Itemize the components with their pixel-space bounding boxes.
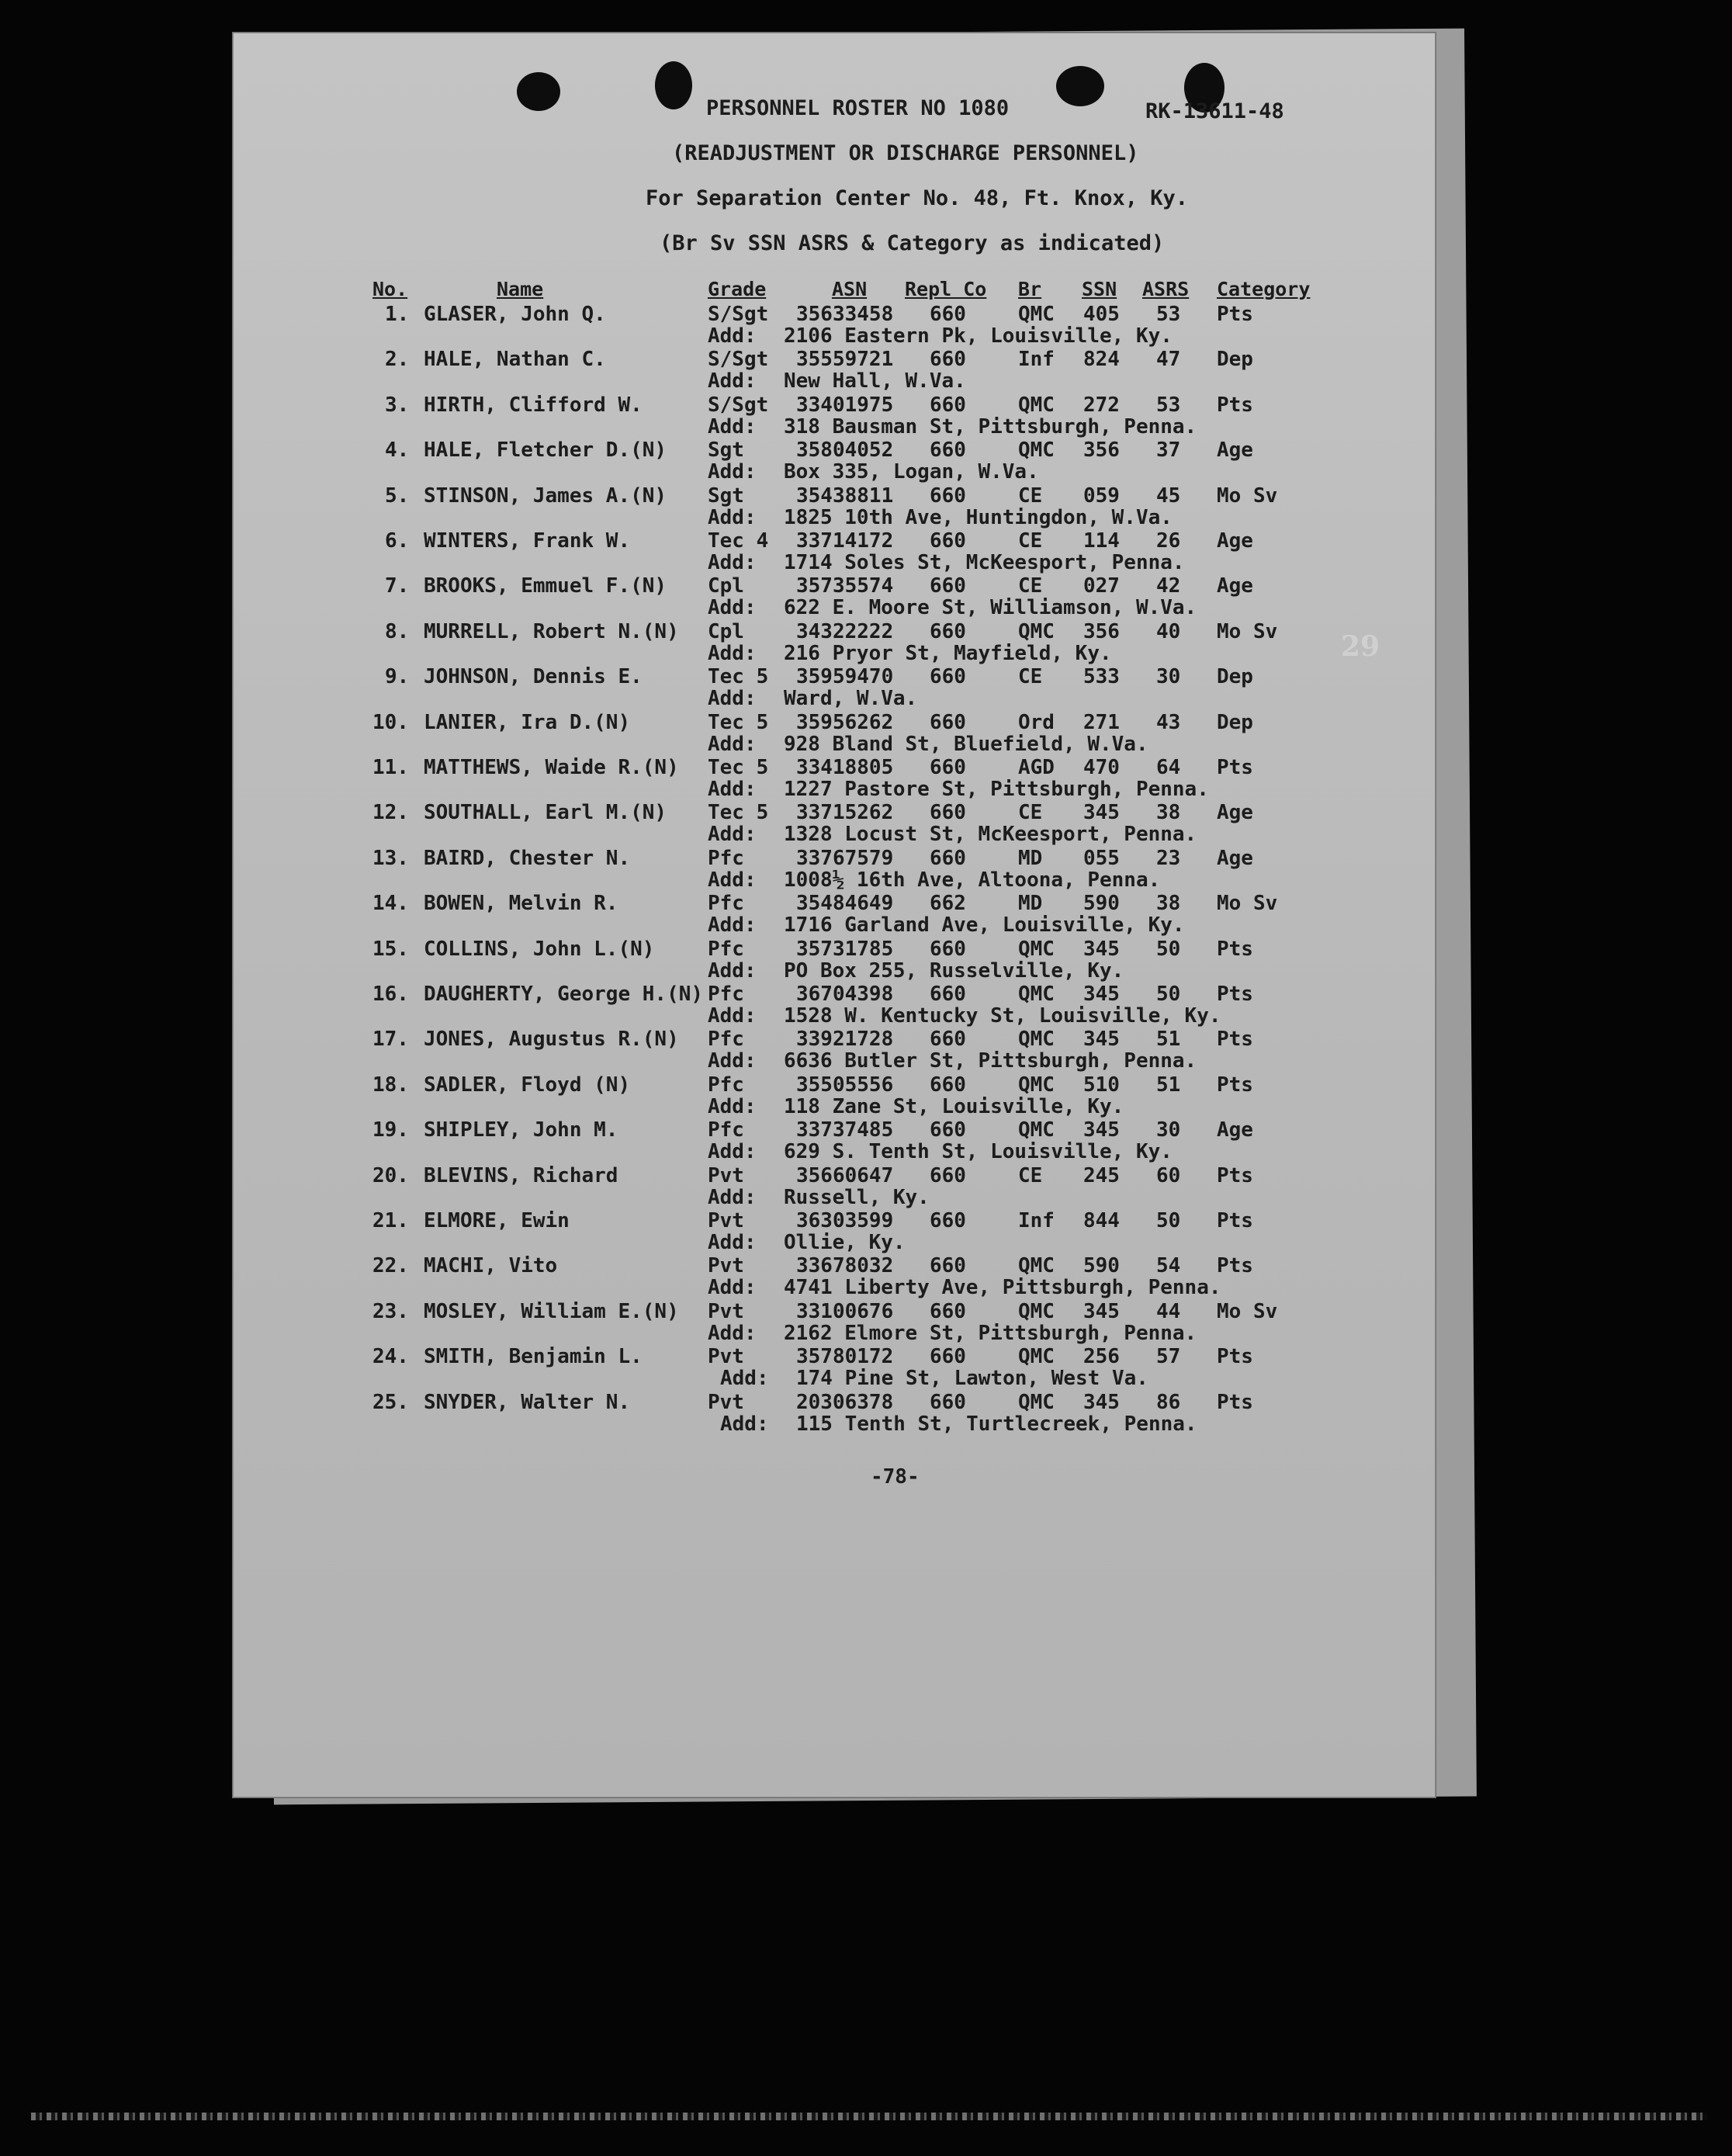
entry-ssn: 345 bbox=[1083, 801, 1120, 824]
address-label: Add: bbox=[708, 324, 757, 348]
entry-ssn: 590 bbox=[1083, 892, 1120, 915]
entry-name: BLEVINS, Richard bbox=[424, 1164, 618, 1187]
address-label: Add: bbox=[708, 778, 757, 801]
entry-repl-co: 660 bbox=[930, 847, 966, 870]
entry-address: 1714 Soles St, McKeesport, Penna. bbox=[784, 551, 1185, 574]
address-label: Add: bbox=[708, 1231, 757, 1254]
entry-address: 318 Bausman St, Pittsburgh, Penna. bbox=[784, 415, 1197, 438]
col-ssn: SSN bbox=[1082, 278, 1117, 300]
address-label: Add: bbox=[708, 1276, 757, 1299]
entry-category: Age bbox=[1217, 438, 1253, 462]
entry-branch: QMC bbox=[1018, 303, 1055, 326]
entry-ssn: 345 bbox=[1083, 938, 1120, 961]
entry-number: 5. bbox=[385, 484, 410, 508]
entry-branch: QMC bbox=[1018, 938, 1055, 961]
entry-asn: 35959470 bbox=[796, 665, 894, 688]
entry-asrs: 23 bbox=[1156, 847, 1181, 870]
entry-asrs: 53 bbox=[1156, 303, 1181, 326]
entry-asrs: 51 bbox=[1156, 1028, 1181, 1051]
entry-asn: 36704398 bbox=[796, 983, 894, 1006]
entry-branch: QMC bbox=[1018, 1254, 1055, 1277]
entry-address: 1528 W. Kentucky St, Louisville, Ky. bbox=[784, 1004, 1221, 1028]
entry-branch: CE bbox=[1018, 529, 1043, 553]
entry-branch: CE bbox=[1018, 801, 1043, 824]
entry-address: 2106 Eastern Pk, Louisville, Ky. bbox=[784, 324, 1173, 348]
col-grade: Grade bbox=[708, 278, 767, 300]
entry-asrs: 30 bbox=[1156, 1118, 1181, 1142]
entry-name: LANIER, Ira D.(N) bbox=[424, 711, 631, 734]
entry-number: 16. bbox=[372, 983, 409, 1006]
entry-number: 25. bbox=[372, 1391, 409, 1414]
entry-repl-co: 660 bbox=[930, 665, 966, 688]
entry-grade: Cpl bbox=[708, 574, 744, 598]
entry-asrs: 43 bbox=[1156, 711, 1181, 734]
entry-asn: 35660647 bbox=[796, 1164, 894, 1187]
entry-category: Pts bbox=[1217, 983, 1253, 1006]
entry-number: 18. bbox=[372, 1073, 409, 1097]
entry-branch: MD bbox=[1018, 847, 1043, 870]
entry-asrs: 40 bbox=[1156, 620, 1181, 643]
entry-grade: Pvt bbox=[708, 1209, 744, 1232]
col-name: Name bbox=[497, 278, 544, 300]
entry-repl-co: 660 bbox=[930, 1300, 966, 1323]
entry-address: Ollie, Ky. bbox=[784, 1231, 906, 1254]
entry-grade: Pvt bbox=[708, 1345, 744, 1368]
entry-repl-co: 660 bbox=[930, 1209, 966, 1232]
address-label: Add: bbox=[708, 551, 757, 574]
page-number: -78- bbox=[871, 1465, 920, 1489]
entry-asn: 33715262 bbox=[796, 801, 894, 824]
entry-number: 7. bbox=[385, 574, 410, 598]
entry-ssn: 114 bbox=[1083, 529, 1120, 553]
entry-category: Pts bbox=[1217, 1164, 1253, 1187]
entry-asn: 35735574 bbox=[796, 574, 894, 598]
entry-name: MATTHEWS, Waide R.(N) bbox=[424, 756, 679, 779]
address-label: Add: bbox=[708, 1004, 757, 1028]
entry-repl-co: 660 bbox=[930, 1254, 966, 1277]
entry-category: Dep bbox=[1217, 665, 1253, 688]
entry-asn: 36303599 bbox=[796, 1209, 894, 1232]
entry-asrs: 60 bbox=[1156, 1164, 1181, 1187]
entry-repl-co: 660 bbox=[930, 529, 966, 553]
entry-name: SOUTHALL, Earl M.(N) bbox=[424, 801, 667, 824]
entry-ssn: 345 bbox=[1083, 983, 1120, 1006]
entry-repl-co: 660 bbox=[930, 1345, 966, 1368]
entry-repl-co: 660 bbox=[930, 1391, 966, 1414]
entry-category: Pts bbox=[1217, 1209, 1253, 1232]
roster-title: PERSONNEL ROSTER NO 1080 bbox=[706, 96, 1010, 120]
entry-name: SMITH, Benjamin L. bbox=[424, 1345, 643, 1368]
address-label: Add: bbox=[708, 596, 757, 619]
entry-address: 115 Tenth St, Turtlecreek, Penna. bbox=[796, 1412, 1197, 1436]
entry-category: Dep bbox=[1217, 711, 1253, 734]
entry-number: 19. bbox=[372, 1118, 409, 1142]
col-asrs: ASRS bbox=[1142, 278, 1190, 300]
entry-repl-co: 660 bbox=[930, 1164, 966, 1187]
entry-name: JOHNSON, Dennis E. bbox=[424, 665, 643, 688]
entry-asn: 20306378 bbox=[796, 1391, 894, 1414]
entry-grade: Pfc bbox=[708, 1073, 744, 1097]
entry-address: 1825 10th Ave, Huntingdon, W.Va. bbox=[784, 506, 1173, 529]
col-br: Br bbox=[1018, 278, 1042, 300]
entry-repl-co: 662 bbox=[930, 892, 966, 915]
entry-branch: CE bbox=[1018, 665, 1043, 688]
entry-branch: QMC bbox=[1018, 1300, 1055, 1323]
entry-category: Mo Sv bbox=[1217, 892, 1278, 915]
entry-asrs: 51 bbox=[1156, 1073, 1181, 1097]
entry-branch: QMC bbox=[1018, 438, 1055, 462]
address-label: Add: bbox=[708, 733, 757, 756]
entry-asn: 33737485 bbox=[796, 1118, 894, 1142]
entry-name: COLLINS, John L.(N) bbox=[424, 938, 655, 961]
entry-asrs: 47 bbox=[1156, 348, 1181, 371]
address-label: Add: bbox=[708, 959, 757, 983]
entry-ssn: 345 bbox=[1083, 1391, 1120, 1414]
entry-ssn: 272 bbox=[1083, 393, 1120, 417]
entry-name: SADLER, Floyd (N) bbox=[424, 1073, 631, 1097]
col-asn: ASN bbox=[832, 278, 868, 300]
entry-asrs: 37 bbox=[1156, 438, 1181, 462]
entry-address: 1328 Locust St, McKeesport, Penna. bbox=[784, 823, 1197, 846]
entry-asn: 35505556 bbox=[796, 1073, 894, 1097]
entry-category: Mo Sv bbox=[1217, 620, 1278, 643]
entry-asrs: 50 bbox=[1156, 938, 1181, 961]
entry-number: 10. bbox=[372, 711, 409, 734]
entry-category: Mo Sv bbox=[1217, 484, 1278, 508]
entry-grade: Pvt bbox=[708, 1164, 744, 1187]
entry-number: 20. bbox=[372, 1164, 409, 1187]
entry-ssn: 345 bbox=[1083, 1028, 1120, 1051]
entry-category: Pts bbox=[1217, 1391, 1253, 1414]
entry-branch: MD bbox=[1018, 892, 1043, 915]
entry-address: 622 E. Moore St, Williamson, W.Va. bbox=[784, 596, 1197, 619]
entry-asn: 33767579 bbox=[796, 847, 894, 870]
entry-category: Pts bbox=[1217, 938, 1253, 961]
entry-grade: S/Sgt bbox=[708, 303, 769, 326]
entry-branch: CE bbox=[1018, 484, 1043, 508]
entry-repl-co: 660 bbox=[930, 1028, 966, 1051]
entry-asrs: 44 bbox=[1156, 1300, 1181, 1323]
roster-reference: RK-13611-48 bbox=[1145, 99, 1284, 123]
entry-ssn: 345 bbox=[1083, 1300, 1120, 1323]
entry-branch: QMC bbox=[1018, 1345, 1055, 1368]
address-label: Add: bbox=[708, 369, 757, 393]
entry-address: Ward, W.Va. bbox=[784, 687, 918, 710]
entry-name: WINTERS, Frank W. bbox=[424, 529, 631, 553]
entry-repl-co: 660 bbox=[930, 938, 966, 961]
entry-asn: 35804052 bbox=[796, 438, 894, 462]
entry-grade: Pvt bbox=[708, 1300, 744, 1323]
entry-address: 629 S. Tenth St, Louisville, Ky. bbox=[784, 1140, 1173, 1163]
separation-center: For Separation Center No. 48, Ft. Knox, Ky. bbox=[646, 186, 1188, 210]
entry-asn: 33921728 bbox=[796, 1028, 894, 1051]
entry-grade: Pfc bbox=[708, 847, 744, 870]
address-label: Add: bbox=[708, 868, 757, 892]
entry-address: Russell, Ky. bbox=[784, 1186, 930, 1209]
entry-asrs: 57 bbox=[1156, 1345, 1181, 1368]
entry-name: HALE, Nathan C. bbox=[424, 348, 606, 371]
entry-number: 3. bbox=[385, 393, 410, 417]
entry-category: Pts bbox=[1217, 1028, 1253, 1051]
entry-ssn: 510 bbox=[1083, 1073, 1120, 1097]
entry-grade: Pfc bbox=[708, 938, 744, 961]
entry-repl-co: 660 bbox=[930, 348, 966, 371]
col-category: Category bbox=[1217, 278, 1311, 300]
address-label: Add: bbox=[708, 506, 757, 529]
entry-name: JONES, Augustus R.(N) bbox=[424, 1028, 679, 1051]
entry-address: 6636 Butler St, Pittsburgh, Penna. bbox=[784, 1049, 1197, 1073]
entry-asrs: 86 bbox=[1156, 1391, 1181, 1414]
entry-ssn: 356 bbox=[1083, 438, 1120, 462]
address-label: Add: bbox=[708, 1140, 757, 1163]
entry-category: Pts bbox=[1217, 303, 1253, 326]
entry-grade: Pvt bbox=[708, 1254, 744, 1277]
entry-grade: Sgt bbox=[708, 438, 744, 462]
entry-name: DAUGHERTY, George H.(N) bbox=[424, 983, 704, 1006]
entry-address: 1716 Garland Ave, Louisville, Ky. bbox=[784, 913, 1185, 937]
entry-repl-co: 660 bbox=[930, 983, 966, 1006]
entry-ssn: 844 bbox=[1083, 1209, 1120, 1232]
entry-category: Age bbox=[1217, 801, 1253, 824]
entry-address: 928 Bland St, Bluefield, W.Va. bbox=[784, 733, 1148, 756]
entry-name: SNYDER, Walter N. bbox=[424, 1391, 631, 1414]
entry-category: Pts bbox=[1217, 1073, 1253, 1097]
entry-branch: QMC bbox=[1018, 1118, 1055, 1142]
entry-category: Age bbox=[1217, 1118, 1253, 1142]
entry-grade: Cpl bbox=[708, 620, 744, 643]
entry-address: 216 Pryor St, Mayfield, Ky. bbox=[784, 642, 1112, 665]
entry-grade: Tec 5 bbox=[708, 711, 769, 734]
entry-asrs: 50 bbox=[1156, 1209, 1181, 1232]
roster-note: (Br Sv SSN ASRS & Category as indicated) bbox=[660, 231, 1165, 255]
entry-grade: Pfc bbox=[708, 983, 744, 1006]
entry-category: Pts bbox=[1217, 1345, 1253, 1368]
entry-asn: 35780172 bbox=[796, 1345, 894, 1368]
entry-number: 11. bbox=[372, 756, 409, 779]
entry-asn: 35731785 bbox=[796, 938, 894, 961]
entry-asrs: 50 bbox=[1156, 983, 1181, 1006]
entry-address: 2162 Elmore St, Pittsburgh, Penna. bbox=[784, 1322, 1197, 1345]
entry-name: GLASER, John Q. bbox=[424, 303, 606, 326]
entry-category: Age bbox=[1217, 529, 1253, 553]
entry-branch: QMC bbox=[1018, 620, 1055, 643]
entry-number: 24. bbox=[372, 1345, 409, 1368]
entry-name: MURRELL, Robert N.(N) bbox=[424, 620, 679, 643]
entry-branch: QMC bbox=[1018, 1391, 1055, 1414]
entry-number: 4. bbox=[385, 438, 410, 462]
address-label: Add: bbox=[708, 642, 757, 665]
entry-branch: CE bbox=[1018, 1164, 1043, 1187]
punch-hole-left bbox=[517, 72, 560, 111]
entry-ssn: 059 bbox=[1083, 484, 1120, 508]
entry-category: Pts bbox=[1217, 756, 1253, 779]
roster-subtitle: (READJUSTMENT OR DISCHARGE PERSONNEL) bbox=[672, 141, 1139, 165]
entry-asrs: 30 bbox=[1156, 665, 1181, 688]
col-repl-co: Repl Co bbox=[905, 278, 987, 300]
entry-asrs: 45 bbox=[1156, 484, 1181, 508]
address-label: Add: bbox=[708, 1186, 757, 1209]
entry-grade: Pvt bbox=[708, 1391, 744, 1414]
entry-repl-co: 660 bbox=[930, 756, 966, 779]
entry-ssn: 245 bbox=[1083, 1164, 1120, 1187]
entry-name: HIRTH, Clifford W. bbox=[424, 393, 643, 417]
entry-number: 21. bbox=[372, 1209, 409, 1232]
entry-asn: 33401975 bbox=[796, 393, 894, 417]
entry-repl-co: 660 bbox=[930, 303, 966, 326]
entry-address: 1227 Pastore St, Pittsburgh, Penna. bbox=[784, 778, 1209, 801]
entry-grade: Pfc bbox=[708, 1028, 744, 1051]
entry-repl-co: 660 bbox=[930, 484, 966, 508]
address-label: Add: bbox=[708, 460, 757, 484]
entry-address: 4741 Liberty Ave, Pittsburgh, Penna. bbox=[784, 1276, 1221, 1299]
entry-grade: Tec 5 bbox=[708, 665, 769, 688]
punch-hole-right-a bbox=[1056, 66, 1104, 106]
entry-asn: 35484649 bbox=[796, 892, 894, 915]
entry-grade: Pfc bbox=[708, 892, 744, 915]
entry-ssn: 256 bbox=[1083, 1345, 1120, 1368]
entry-category: Dep bbox=[1217, 348, 1253, 371]
entry-repl-co: 660 bbox=[930, 620, 966, 643]
entry-branch: CE bbox=[1018, 574, 1043, 598]
entry-number: 15. bbox=[372, 938, 409, 961]
entry-number: 14. bbox=[372, 892, 409, 915]
entry-ssn: 824 bbox=[1083, 348, 1120, 371]
entry-name: BOWEN, Melvin R. bbox=[424, 892, 618, 915]
entry-asn: 33714172 bbox=[796, 529, 894, 553]
punch-hole-center bbox=[655, 61, 692, 109]
entry-grade: S/Sgt bbox=[708, 393, 769, 417]
address-label: Add: bbox=[708, 415, 757, 438]
entry-branch: Inf bbox=[1018, 348, 1055, 371]
entry-address: 118 Zane St, Louisville, Ky. bbox=[784, 1095, 1124, 1118]
entry-number: 12. bbox=[372, 801, 409, 824]
entry-ssn: 055 bbox=[1083, 847, 1120, 870]
entry-grade: Tec 5 bbox=[708, 801, 769, 824]
entry-ssn: 405 bbox=[1083, 303, 1120, 326]
entry-asrs: 26 bbox=[1156, 529, 1181, 553]
entry-name: SHIPLEY, John M. bbox=[424, 1118, 618, 1142]
entry-repl-co: 660 bbox=[930, 1118, 966, 1142]
address-label: Add: bbox=[708, 823, 757, 846]
entry-address: 1008½ 16th Ave, Altoona, Penna. bbox=[784, 868, 1161, 892]
entry-asrs: 42 bbox=[1156, 574, 1181, 598]
entry-number: 8. bbox=[385, 620, 410, 643]
side-number: 29 bbox=[1341, 630, 1380, 663]
entry-number: 2. bbox=[385, 348, 410, 371]
entry-category: Age bbox=[1217, 574, 1253, 598]
entry-ssn: 356 bbox=[1083, 620, 1120, 643]
entry-address: 174 Pine St, Lawton, West Va. bbox=[796, 1367, 1148, 1390]
entry-asn: 33678032 bbox=[796, 1254, 894, 1277]
scan-edge-artifact bbox=[31, 2113, 1707, 2120]
entry-asrs: 38 bbox=[1156, 801, 1181, 824]
entry-name: MACHI, Vito bbox=[424, 1254, 558, 1277]
entry-number: 23. bbox=[372, 1300, 409, 1323]
entry-branch: AGD bbox=[1018, 756, 1055, 779]
entry-ssn: 345 bbox=[1083, 1118, 1120, 1142]
entry-name: MOSLEY, William E.(N) bbox=[424, 1300, 679, 1323]
entry-asrs: 54 bbox=[1156, 1254, 1181, 1277]
entry-repl-co: 660 bbox=[930, 711, 966, 734]
entry-asn: 35559721 bbox=[796, 348, 894, 371]
entry-ssn: 590 bbox=[1083, 1254, 1120, 1277]
entry-branch: QMC bbox=[1018, 393, 1055, 417]
entry-category: Mo Sv bbox=[1217, 1300, 1278, 1323]
address-label: Add: bbox=[708, 1095, 757, 1118]
entry-address: Box 335, Logan, W.Va. bbox=[784, 460, 1039, 484]
entry-branch: Ord bbox=[1018, 711, 1055, 734]
entry-grade: S/Sgt bbox=[708, 348, 769, 371]
entry-repl-co: 660 bbox=[930, 1073, 966, 1097]
address-label: Add: bbox=[708, 1049, 757, 1073]
address-label: Add: bbox=[720, 1412, 769, 1436]
entry-branch: Inf bbox=[1018, 1209, 1055, 1232]
address-label: Add: bbox=[708, 687, 757, 710]
entry-asrs: 38 bbox=[1156, 892, 1181, 915]
entry-name: BROOKS, Emmuel F.(N) bbox=[424, 574, 667, 598]
entry-category: Pts bbox=[1217, 393, 1253, 417]
entry-name: HALE, Fletcher D.(N) bbox=[424, 438, 667, 462]
entry-name: BAIRD, Chester N. bbox=[424, 847, 631, 870]
entry-grade: Pfc bbox=[708, 1118, 744, 1142]
entry-repl-co: 660 bbox=[930, 438, 966, 462]
entry-grade: Sgt bbox=[708, 484, 744, 508]
entry-number: 17. bbox=[372, 1028, 409, 1051]
entry-number: 13. bbox=[372, 847, 409, 870]
col-no: No. bbox=[372, 278, 408, 300]
entry-name: ELMORE, Ewin bbox=[424, 1209, 570, 1232]
address-label: Add: bbox=[720, 1367, 769, 1390]
entry-asn: 35633458 bbox=[796, 303, 894, 326]
entry-repl-co: 660 bbox=[930, 574, 966, 598]
entry-grade: Tec 5 bbox=[708, 756, 769, 779]
entry-asn: 34322222 bbox=[796, 620, 894, 643]
entry-category: Age bbox=[1217, 847, 1253, 870]
entry-number: 6. bbox=[385, 529, 410, 553]
entry-branch: QMC bbox=[1018, 983, 1055, 1006]
entry-number: 1. bbox=[385, 303, 410, 326]
entry-branch: QMC bbox=[1018, 1028, 1055, 1051]
entry-number: 9. bbox=[385, 665, 410, 688]
entry-asrs: 64 bbox=[1156, 756, 1181, 779]
entry-address: PO Box 255, Russelville, Ky. bbox=[784, 959, 1124, 983]
address-label: Add: bbox=[708, 1322, 757, 1345]
entry-grade: Tec 4 bbox=[708, 529, 769, 553]
entry-repl-co: 660 bbox=[930, 801, 966, 824]
entry-asn: 33418805 bbox=[796, 756, 894, 779]
entry-ssn: 533 bbox=[1083, 665, 1120, 688]
entry-asn: 33100676 bbox=[796, 1300, 894, 1323]
entry-name: STINSON, James A.(N) bbox=[424, 484, 667, 508]
entry-asn: 35438811 bbox=[796, 484, 894, 508]
entry-ssn: 027 bbox=[1083, 574, 1120, 598]
entry-asrs: 53 bbox=[1156, 393, 1181, 417]
entry-branch: QMC bbox=[1018, 1073, 1055, 1097]
entry-asn: 35956262 bbox=[796, 711, 894, 734]
entry-ssn: 271 bbox=[1083, 711, 1120, 734]
entry-category: Pts bbox=[1217, 1254, 1253, 1277]
address-label: Add: bbox=[708, 913, 757, 937]
entry-address: New Hall, W.Va. bbox=[784, 369, 966, 393]
entry-repl-co: 660 bbox=[930, 393, 966, 417]
entry-ssn: 470 bbox=[1083, 756, 1120, 779]
entry-number: 22. bbox=[372, 1254, 409, 1277]
